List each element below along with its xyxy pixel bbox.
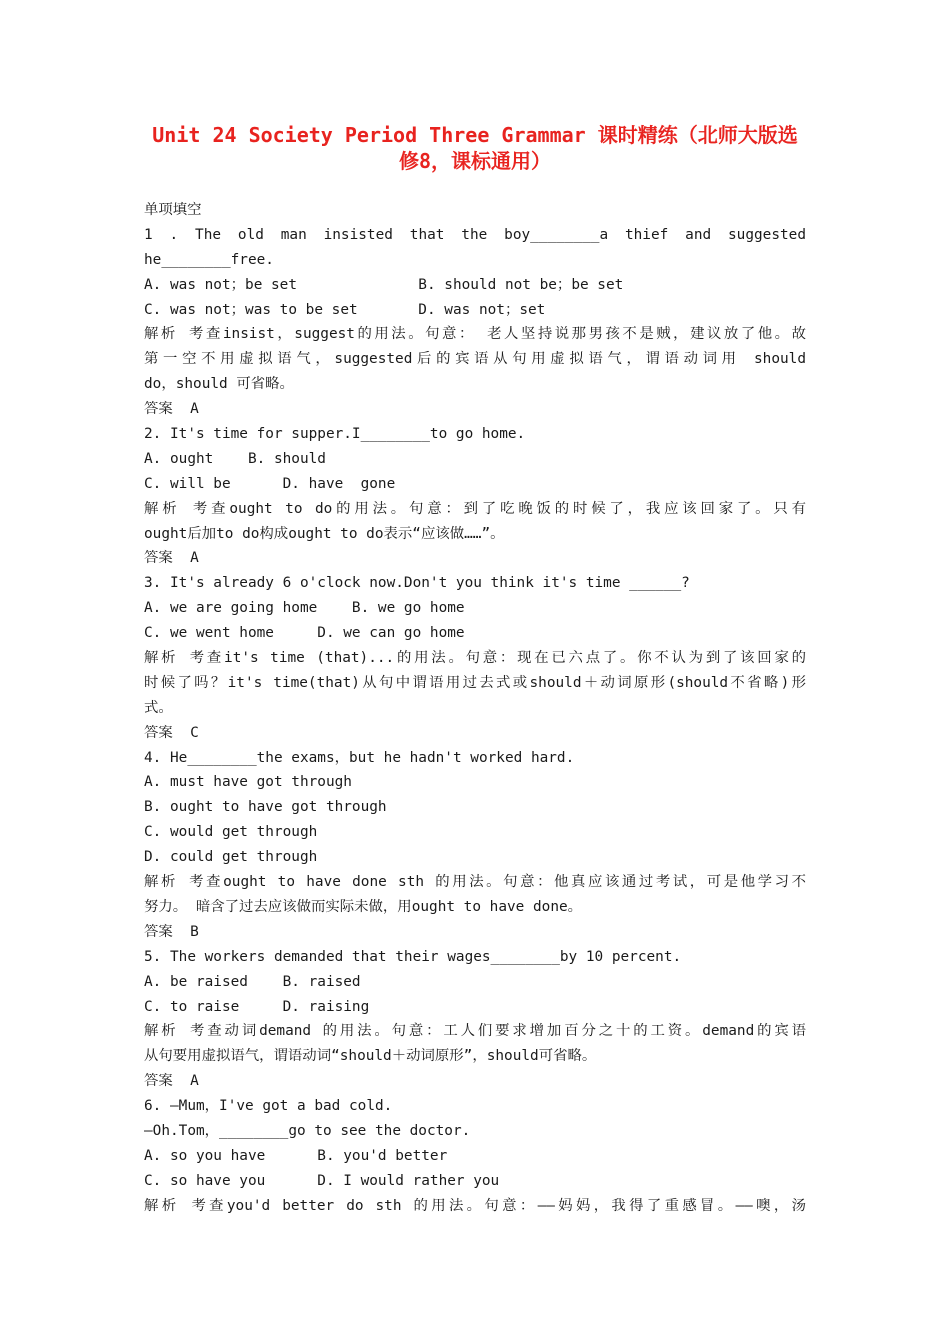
- text-line: 答案 A: [144, 1073, 199, 1090]
- text-line: 第一空不用虚拟语气，suggested后的宾语从句用虚拟语气，谓语动词用 should: [144, 351, 806, 368]
- text-line: 答案 A: [144, 401, 199, 418]
- section-heading: 单项填空: [144, 202, 202, 218]
- text-line: C. was not；was to be set D. was not；set: [144, 301, 546, 318]
- text-line: C. so have you D. I would rather you: [144, 1172, 500, 1189]
- text-line: A. so you have B. you'd better: [144, 1147, 448, 1164]
- text-line: C. would get through: [144, 824, 318, 841]
- text-line: 5. The workers demanded that their wages________by 10 percent.: [144, 948, 682, 965]
- text-line: A. ought B. should: [144, 450, 326, 467]
- document-body: [144, 198, 806, 1219]
- text-line: 6. —Mum，I've got a bad cold.: [144, 1098, 393, 1115]
- text-line: 4. He________the exams，but he hadn't worked hard.: [144, 749, 575, 766]
- text-line: 时候了吗？it's time(that)从句中谓语用过去式或should＋动词原形(should不省略)形: [144, 674, 806, 691]
- text-line: 解析 考查动词demand 的用法。句意：工人们要求增加百分之十的工资。demand的宾语: [144, 1023, 806, 1040]
- text-line: 答案 B: [144, 923, 199, 940]
- text-line: A. we are going home B. we go home: [144, 600, 465, 617]
- text-line: 解析 考查ought to have done sth 的用法。句意：他真应该通过考试，可是他学习不: [144, 874, 806, 891]
- text-line: —Oh.Tom，________go to see the doctor.: [144, 1122, 471, 1139]
- text-line: 答案 A: [144, 550, 199, 567]
- text-line: 1 . The old man insisted that the boy________a thief and suggested: [144, 226, 806, 243]
- text-line: 解析 考查insist，suggest的用法。句意： 老人坚持说那男孩不是贼，建议放了他。故: [144, 326, 806, 343]
- text-line: 解析 考查ought to do的用法。句意：到了吃晚饭的时候了，我应该回家了。只有: [144, 500, 806, 517]
- text-line: 式。: [144, 699, 173, 716]
- text-line: A. must have got through: [144, 774, 352, 791]
- title-line-2: 修8，课标通用）: [398, 149, 552, 173]
- text-line: 答案 C: [144, 724, 199, 741]
- text-line: 3. It's already 6 o'clock now.Don't you think it's time ______?: [144, 575, 690, 592]
- text-line: 从句要用虚拟语气，谓语动词“should＋动词原形”，should可省略。: [144, 1048, 597, 1065]
- text-line: 解析 考查it's time (that)...的用法。句意：现在已六点了。你不认为到了该回家的: [144, 650, 806, 667]
- text-line: he________free.: [144, 251, 274, 268]
- text-line: 解析 考查you'd better do sth 的用法。句意：——妈妈，我得了重感冒。——噢，汤: [144, 1197, 806, 1214]
- text-line: 努力。 暗含了过去应该做而实际未做，用ought to have done。: [144, 898, 583, 915]
- text-line: A. was not；be set B. should not be；be set: [144, 276, 624, 293]
- text-line: 2. It's time for supper.I________to go home.: [144, 426, 526, 443]
- text-line: A. be raised B. raised: [144, 973, 361, 990]
- text-line: C. we went home D. we can go home: [144, 625, 465, 642]
- text-line: ought后加to do构成ought to do表示“应该做……”。: [144, 525, 505, 542]
- text-line: do，should 可省略。: [144, 376, 294, 393]
- title-line-1: Unit 24 Society Period Three Grammar 课时精练（北师大版选: [152, 123, 798, 147]
- text-line: D. could get through: [144, 849, 318, 866]
- document-title: [130, 122, 820, 174]
- text-line: B. ought to have got through: [144, 799, 387, 816]
- text-line: C. to raise D. raising: [144, 998, 370, 1015]
- text-line: C. will be D. have gone: [144, 475, 396, 492]
